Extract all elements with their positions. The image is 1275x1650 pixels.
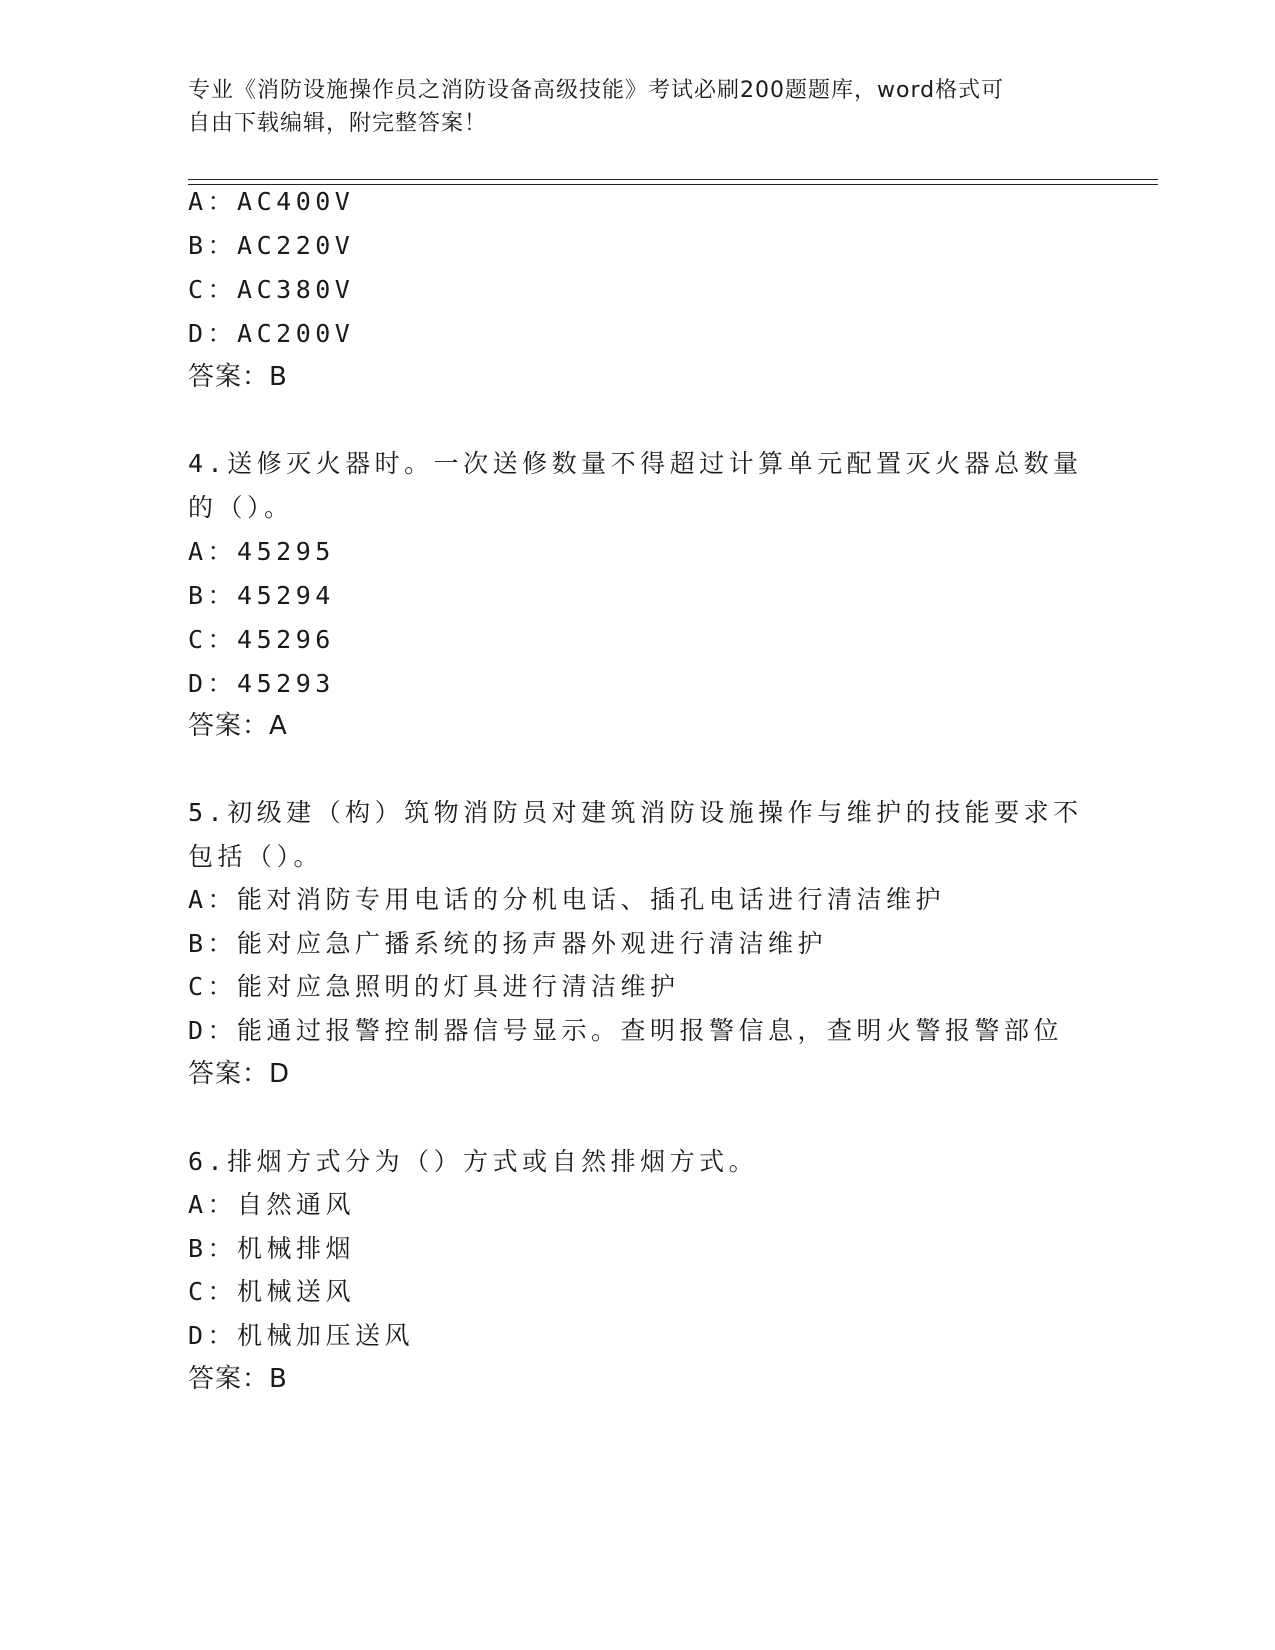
q6-option-c: C：机械送风 — [188, 1277, 356, 1306]
header-line-1: 专业《消防设施操作员之消防设备高级技能》考试必刷200题题库，word格式可 — [188, 78, 1005, 103]
q5-option-b: B：能对应急广播系统的扬声器外观进行清洁维护 — [188, 929, 828, 958]
q6-stem-line-1: 6.排烟方式分为（）方式或自然排烟方式。 — [188, 1147, 759, 1176]
header-divider-thick — [188, 179, 1158, 180]
q4-stem-line-2: 的（）。 — [188, 493, 294, 522]
q3-option-a: A：AC400V — [188, 187, 355, 216]
q6-answer: 答案：B — [188, 1364, 288, 1394]
q5-stem-line-1: 5.初级建（构）筑物消防员对建筑消防设施操作与维护的技能要求不 — [188, 798, 1083, 827]
q4-stem-line-1: 4.送修灭火器时。一次送修数量不得超过计算单元配置灭火器总数量 — [188, 449, 1083, 478]
q3-answer: 答案：B — [188, 362, 288, 392]
q4-option-c: C：45296 — [188, 625, 335, 654]
q5-option-c: C：能对应急照明的灯具进行清洁维护 — [188, 972, 680, 1001]
q3-option-c: C：AC380V — [188, 275, 355, 304]
document-header — [188, 74, 1088, 140]
header-divider-thin — [188, 184, 1158, 185]
q5-option-a: A：能对消防专用电话的分机电话、插孔电话进行清洁维护 — [188, 885, 946, 914]
q6-option-a: A：自然通风 — [188, 1190, 356, 1219]
q3-option-b: B：AC220V — [188, 231, 355, 260]
q5-stem-line-2: 包括（）。 — [188, 842, 324, 871]
q6-option-d: D：机械加压送风 — [188, 1321, 415, 1350]
q6-option-b: B：机械排烟 — [188, 1234, 356, 1263]
q3-option-d: D：AC200V — [188, 319, 355, 348]
q4-option-b: B：45294 — [188, 581, 335, 610]
q5-option-d: D：能通过报警控制器信号显示。查明报警信息，查明火警报警部位 — [188, 1016, 1064, 1045]
q5-answer: 答案：D — [188, 1059, 291, 1089]
q4-answer: 答案：A — [188, 711, 288, 741]
header-line-2: 自由下载编辑，附完整答案！ — [188, 111, 488, 136]
q4-option-d: D：45293 — [188, 669, 335, 698]
q4-option-a: A：45295 — [188, 537, 335, 566]
